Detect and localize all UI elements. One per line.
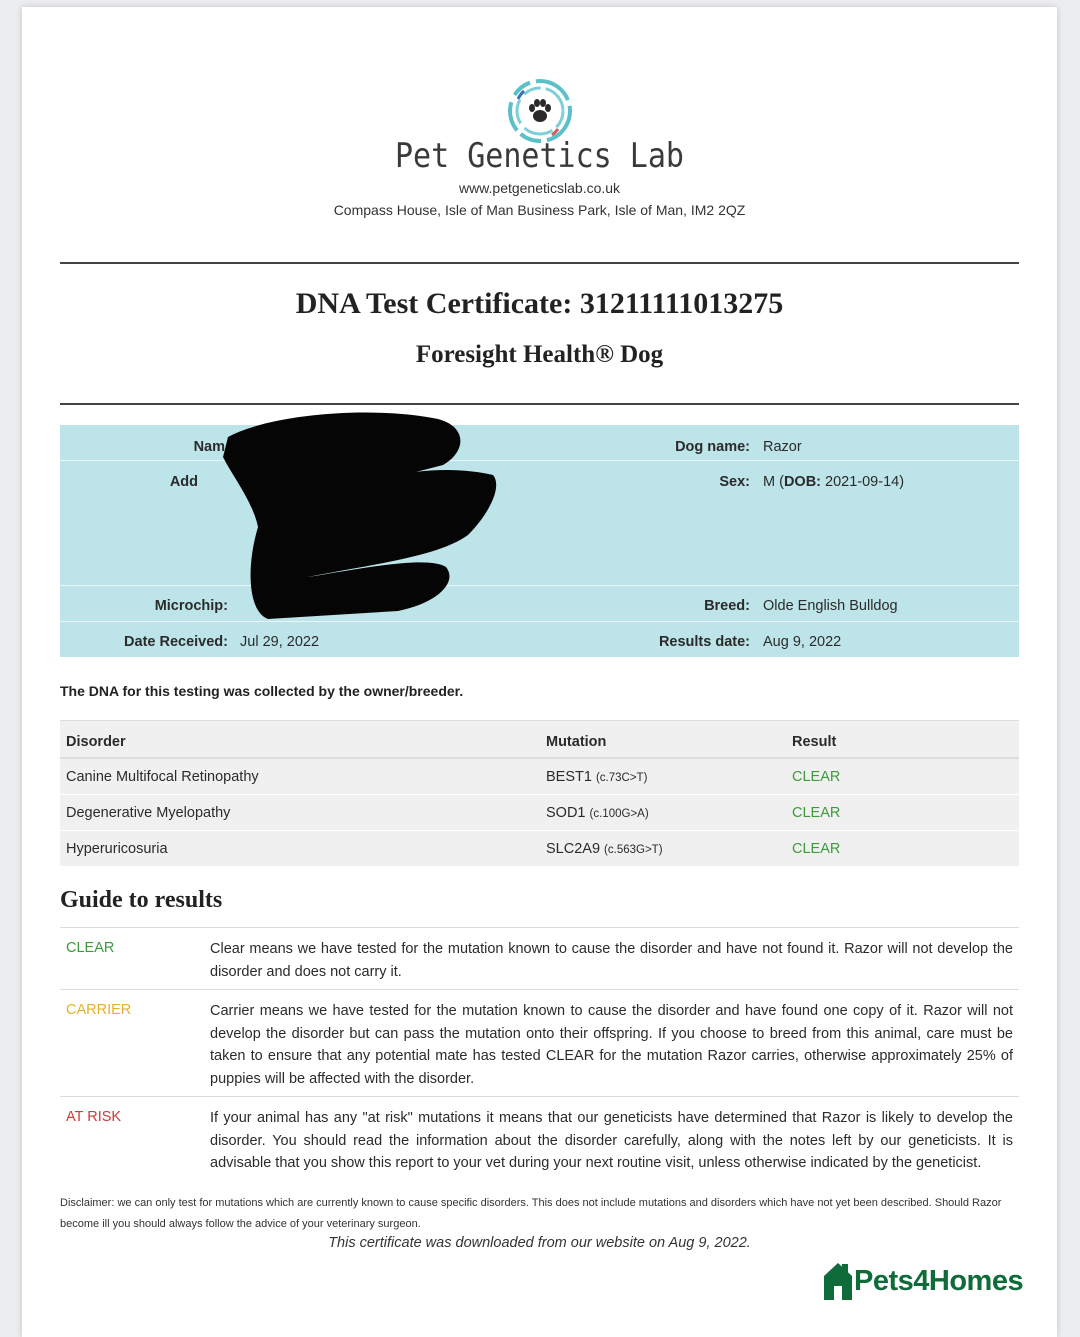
dog-name-label: Dog name:: [675, 439, 750, 455]
guide-item-carrier: [60, 989, 1019, 1096]
certificate-title: DNA Test Certificate: 31211111013275: [295, 287, 784, 320]
mutation-cell: [546, 841, 663, 857]
microchip-label: Microchip:: [154, 598, 228, 614]
guide-text: If your animal has any "at risk" mutations it means that our geneticists have determined that Razor is likely to develop the disorder. You should read the information about the disorder carefully, along with the notes left by our geneticists. It is advisable that you show this report to your vet during your next routine visit, unless otherwise indicated by the geneticist.: [210, 1110, 1013, 1171]
header-disorder: Disorder: [66, 734, 126, 750]
guide-key: CARRIER: [66, 1002, 132, 1018]
row-divider: [60, 585, 1019, 586]
results-table: [60, 720, 1019, 867]
disclaimer: Disclaimer: we can only test for mutations which are currently known to cause specific disorders. This does not include mutations and disorders which have not yet been described. Should Razor become ill you should always follow the advice of your veterinary surgeon.: [60, 1197, 1002, 1230]
guide-key: CLEAR: [66, 940, 115, 956]
table-row: [60, 795, 1019, 831]
table-row: [60, 759, 1019, 795]
certificate-page: [22, 7, 1057, 1337]
guide-text: Clear means we have tested for the mutation known to cause the disorder and have not found it. Razor will not develop the disorder and does not carry it.: [210, 941, 1013, 980]
breed-label: Breed:: [704, 598, 750, 614]
lab-address: Compass House, Isle of Man Business Park, Isle of Man, IM2 2QZ: [333, 202, 746, 218]
table-header: [60, 720, 1019, 759]
gene-name: BEST1: [546, 769, 592, 785]
mutation-cell: [546, 769, 647, 785]
variant: (c.73C>T): [595, 772, 648, 784]
guide-item-clear: [60, 927, 1019, 989]
table-row: [60, 831, 1019, 867]
guide-text: Carrier means we have tested for the mutation known to cause the disorder and have found one copy of it. Razor will not develop the disorder but can pass the mutation onto their offspring. If you choose to breed from this animal, care must be taken to ensure that any potential mate has tested CLEAR for the mutation Razor carries, otherwise approximately 25% of puppies will be affected with the disorder.: [210, 1003, 1013, 1087]
brand-name: Pet Genetics Lab: [395, 136, 684, 177]
owner-address-label: Add: [169, 474, 198, 490]
sex-value: [763, 474, 904, 490]
website-link[interactable]: www.petgeneticslab.co.uk: [458, 180, 621, 196]
results-date-value: Aug 9, 2022: [763, 634, 842, 650]
disorder-cell: Degenerative Myelopathy: [66, 805, 231, 821]
row-divider: [60, 621, 1019, 622]
certificate-subtitle: Foresight Health® Dog: [415, 341, 664, 368]
owner-name-label: Nam: [193, 439, 225, 455]
date-received-value: Jul 29, 2022: [240, 634, 320, 650]
redaction-mark: [208, 407, 498, 637]
header-mutation: Mutation: [546, 734, 607, 750]
pet-owner-info: [60, 425, 1019, 657]
header-result: Result: [792, 734, 837, 750]
breed-value: Olde English Bulldog: [763, 598, 898, 614]
watermark-text: Pets4Homes: [854, 1265, 1024, 1297]
result-cell: CLEAR: [792, 841, 841, 857]
row-divider: [60, 460, 1019, 461]
results-date-label: Results date:: [658, 634, 750, 650]
sex-text: M (: [763, 474, 784, 490]
guide-list: [60, 927, 1019, 1181]
disorder-cell: Hyperuricosuria: [66, 841, 168, 857]
dob-value: 2021-09-14): [825, 474, 905, 490]
result-cell: CLEAR: [792, 769, 841, 785]
collection-note: The DNA for this testing was collected by the owner/breeder.: [60, 683, 464, 699]
house-logo-icon: [820, 1260, 856, 1302]
divider: [60, 262, 1019, 264]
dog-name-value: Razor: [763, 439, 802, 455]
variant: (c.100G>A): [589, 808, 649, 820]
gene-name: SLC2A9: [546, 841, 601, 857]
download-note: This certificate was downloaded from our website on Aug 9, 2022.: [328, 1235, 751, 1251]
mutation-cell: [546, 805, 649, 821]
guide-title: Guide to results: [60, 887, 223, 913]
date-received-label: Date Received:: [124, 634, 228, 650]
variant: (c.563G>T): [604, 844, 663, 856]
gene-name: SOD1: [546, 805, 586, 821]
paw-logo-icon: [506, 77, 574, 145]
dob-label: DOB:: [783, 474, 821, 490]
disorder-cell: Canine Multifocal Retinopathy: [66, 769, 259, 785]
sex-label: Sex:: [719, 474, 750, 490]
guide-key: AT RISK: [66, 1109, 122, 1125]
result-cell: CLEAR: [792, 805, 841, 821]
divider: [60, 403, 1019, 405]
guide-item-at-risk: [60, 1096, 1019, 1181]
